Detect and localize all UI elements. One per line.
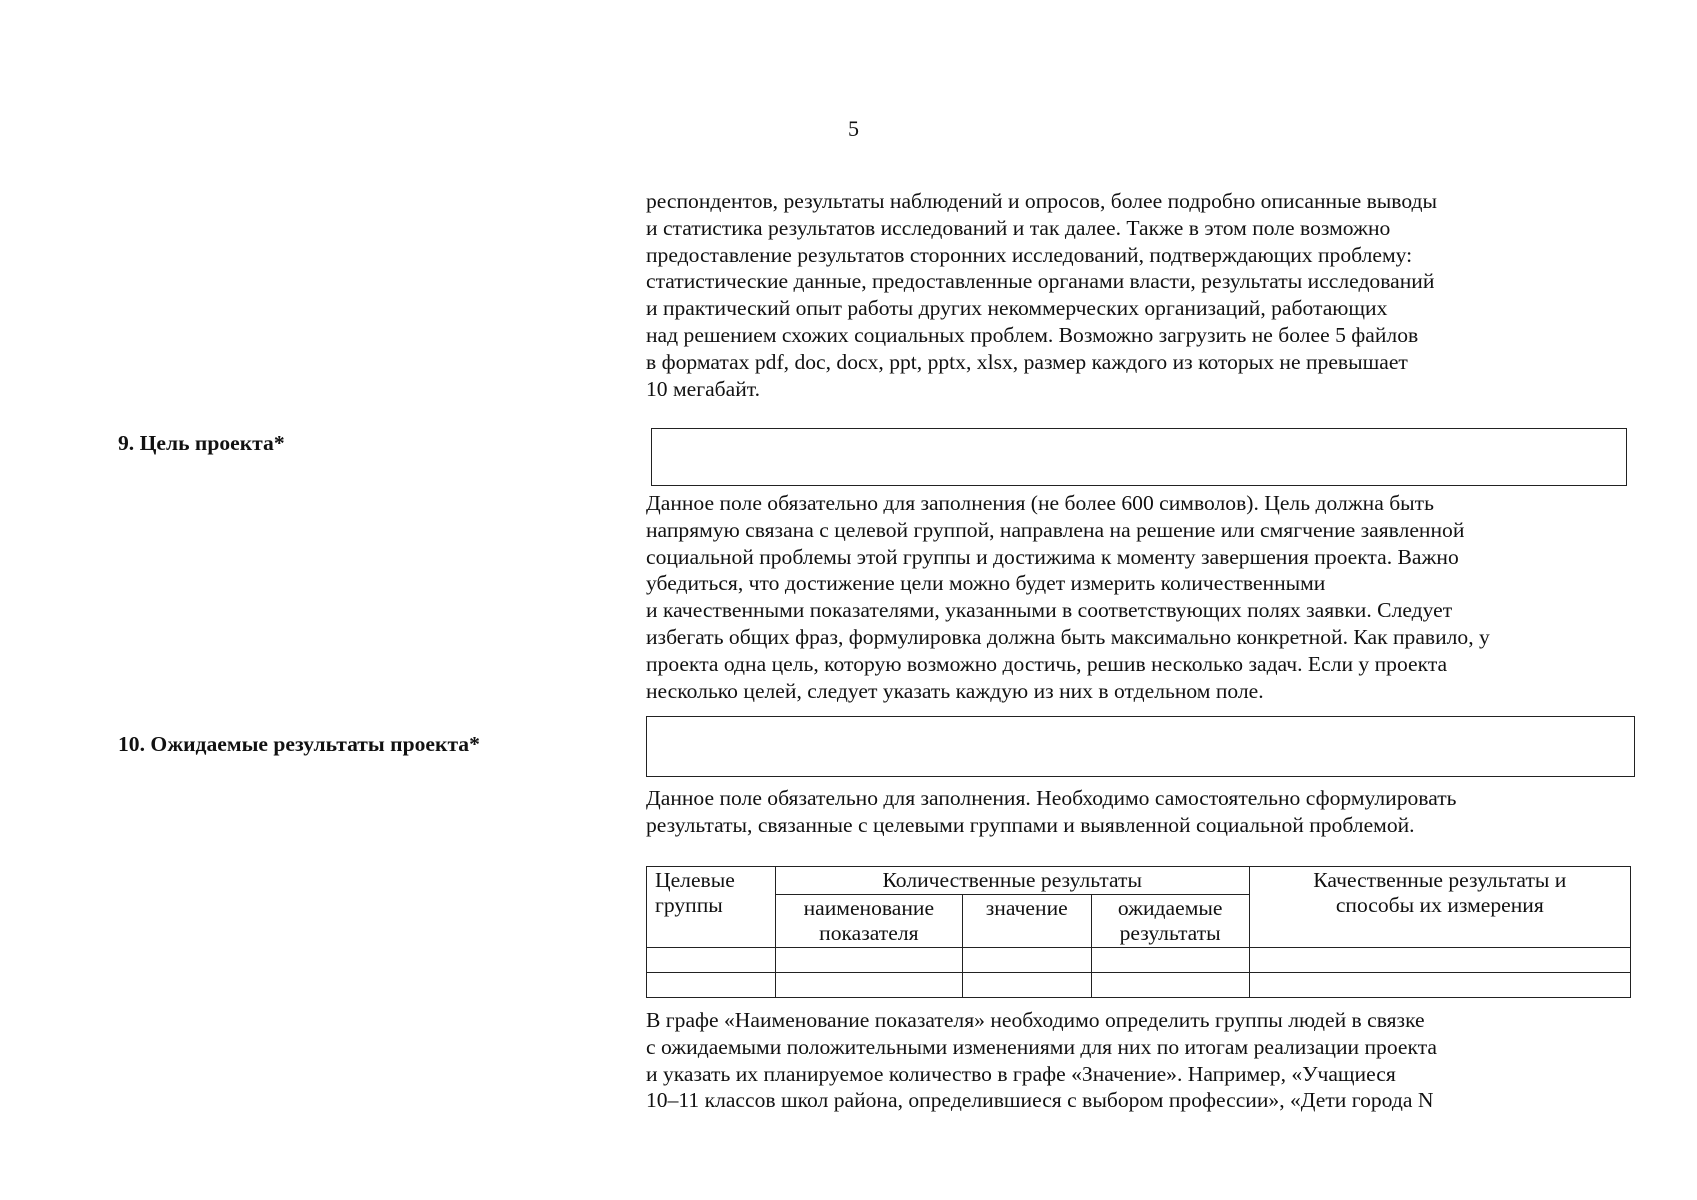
text-line: социальной проблемы этой группы и достижима к моменту завершения проекта. Важно: [646, 544, 1459, 569]
text-line: несколько целей, следует указать каждую из них в отдельном поле.: [646, 678, 1264, 703]
text-line: предоставление результатов сторонних исследований, подтверждающих проблему:: [646, 242, 1413, 267]
text-line: Данное поле обязательно для заполнения (не более 600 символов). Цель должна быть: [646, 491, 1434, 515]
header-target-groups: Целевые группы: [647, 867, 776, 948]
table-cell[interactable]: [962, 948, 1091, 973]
page-number: 5: [848, 116, 859, 141]
text-line: проекта одна цель, которую возможно достичь, решив несколько задач. Если у проекта: [646, 651, 1448, 676]
header-value: значение: [962, 895, 1091, 948]
header-quantitative-results: Количественные результаты: [775, 867, 1249, 895]
header-qualitative-results: Качественные результаты и способы их измерения: [1249, 867, 1630, 948]
text-line: Данное поле обязательно для заполнения. Необходимо самостоятельно сформулировать: [646, 786, 1457, 810]
results-table: [646, 866, 1631, 998]
text-line: статистические данные, предоставленные органами власти, результаты исследований: [646, 269, 1435, 294]
project-goal-field[interactable]: [651, 428, 1627, 486]
expected-results-field[interactable]: [646, 716, 1635, 777]
table-cell[interactable]: [962, 973, 1091, 998]
table-cell[interactable]: [647, 948, 776, 973]
text-line: и практический опыт работы других некоммерческих организаций, работающих: [646, 296, 1388, 321]
table-cell[interactable]: [1091, 948, 1249, 973]
table-row: [647, 973, 1631, 998]
text-line: избегать общих фраз, формулировка должна быть максимально конкретной. Как правило, у: [646, 624, 1490, 649]
text-line: напрямую связана с целевой группой, направлена на решение или смягчение заявленной: [646, 517, 1465, 542]
text-line: респондентов, результаты наблюдений и опросов, более подробно описанные выводы: [646, 189, 1438, 213]
text-line: убедиться, что достижение цели можно будет измерить количественными: [646, 571, 1326, 596]
section-10-note: [646, 1007, 1606, 1114]
header-expected-results: ожидаемые результаты: [1091, 895, 1249, 948]
text-line: над решением схожих социальных проблем. Возможно загрузить не более 5 файлов: [646, 322, 1419, 347]
text-line: результаты, связанные с целевыми группами и выявленной социальной проблемой.: [646, 812, 1415, 837]
table-cell[interactable]: [1249, 973, 1630, 998]
table-cell[interactable]: [1091, 973, 1249, 998]
text-line: и указать их планируемое количество в графе «Значение». Например, «Учащиеся: [646, 1061, 1396, 1086]
intro-paragraph: [646, 188, 1606, 402]
text-line: 10 мегабайт.: [646, 376, 761, 401]
table-cell[interactable]: [775, 973, 962, 998]
text-line: в форматах pdf, doc, docx, ppt, pptx, xlsx, размер каждого из которых не превышает: [646, 349, 1408, 374]
section-9-label: 9. Цель проекта*: [118, 431, 285, 455]
table-cell[interactable]: [775, 948, 962, 973]
table-cell[interactable]: [1249, 948, 1630, 973]
text-line: В графе «Наименование показателя» необходимо определить группы людей в связке: [646, 1008, 1425, 1032]
section-10-hint: [646, 785, 1606, 839]
text-line: и статистика результатов исследований и так далее. Также в этом поле возможно: [646, 215, 1391, 240]
table-cell[interactable]: [647, 973, 776, 998]
section-10-label: 10. Ожидаемые результаты проекта*: [118, 732, 480, 756]
header-indicator-name: наименование показателя: [775, 895, 962, 948]
text-line: 10–11 классов школ района, определившиеся с выбором профессии», «Дети города N: [646, 1088, 1434, 1113]
table-row: [647, 948, 1631, 973]
text-line: и качественными показателями, указанными в соответствующих полях заявки. Следует: [646, 598, 1453, 623]
section-9-hint: [646, 490, 1606, 704]
text-line: с ожидаемыми положительными изменениями для них по итогам реализации проекта: [646, 1034, 1437, 1059]
